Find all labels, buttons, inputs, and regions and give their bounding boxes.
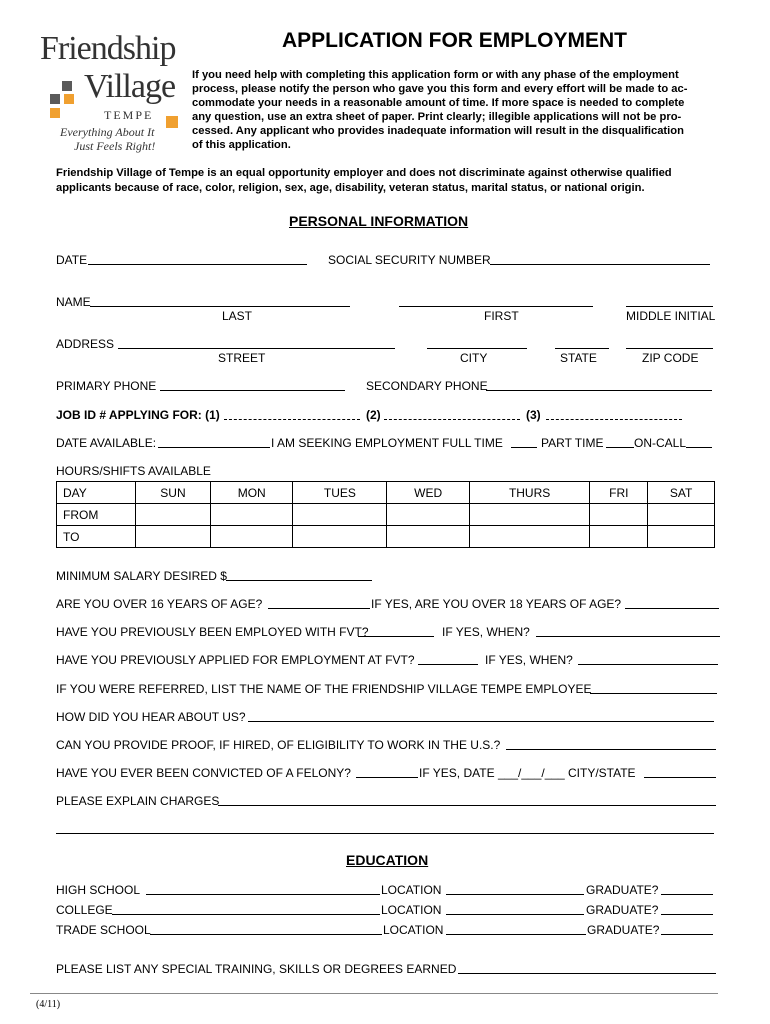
primary-phone-label: PRIMARY PHONE — [56, 379, 157, 393]
eeo-line: Friendship Village of Tempe is an equal opportunity employer and does not discriminate against otherwise qualified — [56, 167, 672, 179]
proof-label: CAN YOU PROVIDE PROOF, IF HIRED, OF ELIGIBILITY TO WORK IN THE U.S.? — [56, 738, 501, 752]
job-id-1-field[interactable] — [224, 419, 360, 420]
job-id-label: JOB ID # APPLYING FOR: (1) — [56, 408, 220, 422]
on-call-label: ON-CALL — [634, 436, 687, 450]
college-label: COLLEGE — [56, 903, 113, 917]
logo-tagline1: Everything About It — [60, 125, 155, 139]
table-cell[interactable] — [136, 504, 211, 526]
table-cell[interactable] — [469, 526, 589, 548]
table-header-cell: WED — [387, 482, 470, 504]
felony-label: HAVE YOU EVER BEEN CONVICTED OF A FELONY? — [56, 766, 351, 780]
table-cell[interactable] — [136, 526, 211, 548]
secondary-phone-field[interactable] — [486, 390, 712, 391]
table-row — [57, 526, 715, 548]
employed-fvt-label: HAVE YOU PREVIOUSLY BEEN EMPLOYED WITH FVT? — [56, 625, 369, 639]
trade-school-location-label: LOCATION — [383, 923, 444, 937]
training-field[interactable] — [458, 973, 716, 974]
intro-line: If you need help with completing this application form or with any phase of the employment — [192, 69, 679, 81]
trade-school-location-field[interactable] — [446, 934, 586, 935]
name-label: NAME — [56, 295, 91, 309]
job-id-2-label: (2) — [366, 408, 381, 422]
logo-square-gray-1 — [62, 81, 72, 91]
last-name-field[interactable] — [90, 306, 350, 307]
table-cell[interactable] — [648, 526, 715, 548]
logo-square-orange-1 — [64, 94, 74, 104]
felony-date-field[interactable]: ___/___/___ — [498, 766, 565, 780]
intro-line: process, please notify the person who gave you this form and every effort will be made to ac- — [192, 83, 688, 95]
high-school-location-field[interactable] — [446, 894, 584, 895]
city-state-label: CITY/STATE — [568, 766, 636, 780]
logo-tagline2: Just Feels Right! — [74, 139, 156, 153]
state-caption: STATE — [560, 351, 597, 365]
street-field[interactable] — [118, 348, 395, 349]
college-graduate-field[interactable] — [661, 914, 713, 915]
trade-school-field[interactable] — [150, 934, 382, 935]
footer-revision: (4/11) — [36, 999, 61, 1010]
over16-label: ARE YOU OVER 16 YEARS OF AGE? — [56, 597, 263, 611]
street-caption: STREET — [218, 351, 266, 365]
table-header-cell: THURS — [469, 482, 589, 504]
intro-line: commodate your needs in a reasonable amount of time. If more space is needed to complete — [192, 97, 685, 109]
city-state-field[interactable] — [644, 777, 716, 778]
explain-label: PLEASE EXPLAIN CHARGES — [56, 794, 220, 808]
eeo-statement — [56, 166, 736, 196]
college-graduate-label: GRADUATE? — [586, 903, 659, 917]
table-header-cell: SAT — [648, 482, 715, 504]
table-cell[interactable] — [210, 504, 293, 526]
table-cell[interactable] — [590, 504, 648, 526]
full-time-field[interactable] — [511, 447, 537, 448]
middle-caption: MIDDLE INITIAL — [626, 309, 716, 323]
intro-line: any question, use an extra sheet of paper. Print clearly; illegible applications will not be pro- — [192, 111, 682, 123]
logo-square-orange-3 — [166, 116, 178, 128]
job-id-3-label: (3) — [526, 408, 541, 422]
salary-label: MINIMUM SALARY DESIRED $ — [56, 569, 227, 583]
part-time-label: PART TIME — [541, 436, 604, 450]
primary-phone-field[interactable] — [160, 390, 345, 391]
table-cell[interactable] — [648, 504, 715, 526]
logo-square-gray-2 — [50, 94, 60, 104]
job-id-2-field[interactable] — [384, 419, 520, 420]
state-field[interactable] — [555, 348, 609, 349]
explain-field[interactable] — [218, 805, 716, 806]
table-header-cell: DAY — [57, 482, 136, 504]
ssn-field[interactable] — [490, 264, 710, 265]
college-location-label: LOCATION — [381, 903, 442, 917]
table-cell[interactable] — [590, 526, 648, 548]
over18-label: IF YES, ARE YOU OVER 18 YEARS OF AGE? — [371, 597, 622, 611]
last-caption: LAST — [222, 309, 253, 323]
table-cell[interactable] — [293, 504, 387, 526]
zip-field[interactable] — [626, 348, 713, 349]
ssn-label: SOCIAL SECURITY NUMBER — [328, 253, 491, 267]
intro-line: cessed. Any applicant who provides inadequate information will result in the disqualification — [192, 125, 684, 137]
over18-field[interactable] — [625, 608, 719, 609]
logo-line3: TEMPE — [104, 108, 154, 122]
hear-field[interactable] — [248, 721, 714, 722]
secondary-phone-label: SECONDARY PHONE — [366, 379, 488, 393]
education-heading: EDUCATION — [346, 852, 429, 868]
date-field[interactable] — [88, 264, 307, 265]
city-field[interactable] — [427, 348, 527, 349]
high-school-location-label: LOCATION — [381, 883, 442, 897]
referred-field[interactable] — [590, 693, 717, 694]
table-header-cell: FRI — [590, 482, 648, 504]
trade-school-graduate-field[interactable] — [661, 934, 713, 935]
high-school-graduate-label: GRADUATE? — [586, 883, 659, 897]
address-label: ADDRESS — [56, 337, 115, 351]
applied-when-label: IF YES, WHEN? — [485, 653, 573, 667]
table-cell[interactable] — [387, 526, 470, 548]
hours-table — [56, 481, 715, 548]
table-header-cell: TUES — [293, 482, 387, 504]
personal-info-heading: PERSONAL INFORMATION — [289, 213, 469, 229]
applied-fvt-label: HAVE YOU PREVIOUSLY APPLIED FOR EMPLOYMENT AT FVT? — [56, 653, 415, 667]
zip-caption: ZIP CODE — [642, 351, 699, 365]
felony-field[interactable] — [356, 777, 418, 778]
high-school-graduate-field[interactable] — [661, 894, 713, 895]
first-name-field[interactable] — [399, 306, 593, 307]
employed-when-label: IF YES, WHEN? — [442, 625, 530, 639]
applied-fvt-field[interactable] — [418, 664, 478, 665]
row-label-to: TO — [57, 526, 136, 548]
logo — [38, 28, 183, 158]
middle-initial-field[interactable] — [626, 306, 713, 307]
trade-school-graduate-label: GRADUATE? — [587, 923, 660, 937]
table-cell[interactable] — [293, 526, 387, 548]
hours-label: HOURS/SHIFTS AVAILABLE — [56, 464, 211, 478]
college-field[interactable] — [112, 914, 380, 915]
date-available-label: DATE AVAILABLE: — [56, 436, 157, 450]
trade-school-label: TRADE SCHOOL — [56, 923, 151, 937]
explain-field-line2[interactable] — [56, 833, 714, 834]
logo-line1: Friendship — [40, 30, 176, 67]
over16-field[interactable] — [268, 608, 370, 609]
college-location-field[interactable] — [446, 914, 584, 915]
first-caption: FIRST — [484, 309, 519, 323]
table-cell[interactable] — [387, 504, 470, 526]
felony-date-label: IF YES, DATE — [419, 766, 495, 780]
table-cell[interactable] — [210, 526, 293, 548]
date-label: DATE — [56, 253, 88, 267]
table-header-cell: SUN — [136, 482, 211, 504]
table-row — [57, 504, 715, 526]
proof-field[interactable] — [506, 749, 716, 750]
logo-square-orange-2 — [50, 108, 60, 118]
hear-label: HOW DID YOU HEAR ABOUT US? — [56, 710, 246, 724]
salary-field[interactable] — [226, 580, 372, 581]
table-cell[interactable] — [469, 504, 589, 526]
high-school-field[interactable] — [146, 894, 380, 895]
intro-line: of this application. — [192, 139, 291, 151]
on-call-field[interactable] — [686, 447, 712, 448]
seeking-label: I AM SEEKING EMPLOYMENT FULL TIME — [271, 436, 503, 450]
high-school-label: HIGH SCHOOL — [56, 883, 141, 897]
date-available-field[interactable] — [158, 447, 270, 448]
table-header-cell: MON — [210, 482, 293, 504]
applied-when-field[interactable] — [578, 664, 718, 665]
table-row — [57, 482, 715, 504]
employed-fvt-field[interactable] — [358, 636, 434, 637]
row-label-from: FROM — [57, 504, 136, 526]
referred-label: IF YOU WERE REFERRED, LIST THE NAME OF THE FRIENDSHIP VILLAGE TEMPE EMPLOYEE — [56, 682, 592, 696]
training-label: PLEASE LIST ANY SPECIAL TRAINING, SKILLS OR DEGREES EARNED — [56, 962, 457, 976]
eeo-line: applicants because of race, color, religion, sex, age, disability, veteran status, marital status, or national origin. — [56, 182, 645, 194]
page-title: APPLICATION FOR EMPLOYMENT — [282, 29, 627, 52]
part-time-field[interactable] — [606, 447, 634, 448]
job-id-3-field[interactable] — [546, 419, 682, 420]
footer-divider — [30, 993, 718, 994]
logo-line2: Village — [84, 68, 176, 105]
city-caption: CITY — [460, 351, 488, 365]
intro-paragraph — [192, 68, 732, 152]
employed-when-field[interactable] — [536, 636, 720, 637]
